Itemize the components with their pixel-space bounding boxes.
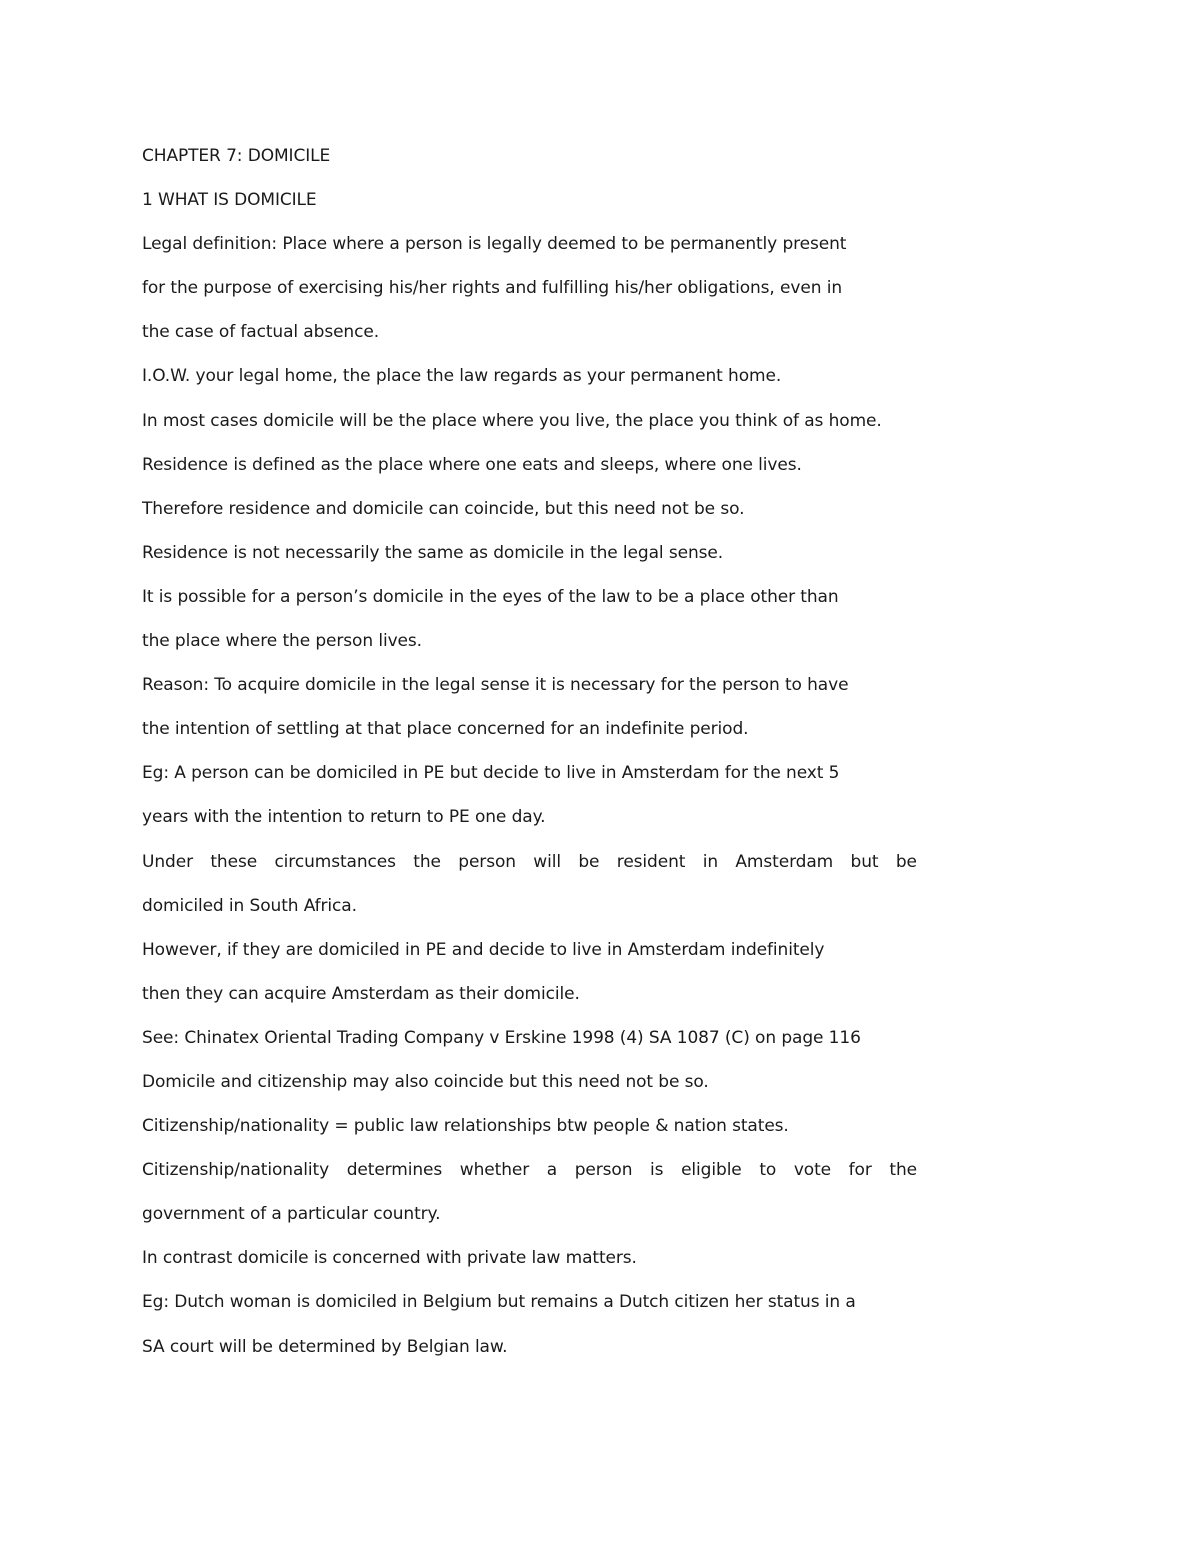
text-word: these	[210, 851, 258, 872]
text-line: Eg: Dutch woman is domiciled in Belgium but remains a Dutch citizen her status in a	[142, 1292, 856, 1313]
text-word: Citizenship/nationality	[142, 1160, 330, 1181]
text-line: Citizenship/nationality = public law relationships btw people & nation states.	[142, 1116, 789, 1137]
document-body	[142, 142, 917, 1377]
text-word: eligible	[681, 1160, 742, 1181]
text-line: years with the intention to return to PE one day.	[142, 807, 546, 828]
text-line: Eg: A person can be domiciled in PE but decide to live in Amsterdam for the next 5	[142, 763, 840, 784]
text-word: be	[578, 851, 600, 872]
text-word: whether	[459, 1160, 530, 1181]
text-line: It is possible for a person’s domicile in the eyes of the law to be a place other than	[142, 586, 839, 607]
text-line: Residence is not necessarily the same as domicile in the legal sense.	[142, 542, 724, 563]
paragraph-lines	[142, 230, 917, 1376]
section-heading: 1 WHAT IS DOMICILE	[142, 190, 317, 211]
text-word: for	[848, 1160, 872, 1181]
text-line: In most cases domicile will be the place where you live, the place you think of as home.	[142, 410, 882, 431]
text-word: the	[413, 851, 441, 872]
text-word: vote	[793, 1160, 832, 1181]
text-line: the place where the person lives.	[142, 631, 422, 652]
text-line	[142, 848, 917, 892]
text-word: circumstances	[274, 851, 396, 872]
text-word: is	[650, 1160, 664, 1181]
text-line: Legal definition: Place where a person is legally deemed to be permanently present	[142, 234, 847, 255]
text-line: SA court will be determined by Belgian law.	[142, 1336, 508, 1357]
text-line: See: Chinatex Oriental Trading Company v Erskine 1998 (4) SA 1087 (C) on page 116	[142, 1027, 861, 1048]
text-word: to	[759, 1160, 777, 1181]
text-word: be	[895, 851, 917, 872]
text-line: Residence is defined as the place where one eats and sleeps, where one lives.	[142, 454, 802, 475]
text-line: Domicile and citizenship may also coincide but this need not be so.	[142, 1071, 709, 1092]
text-word: Under	[142, 851, 193, 872]
text-word: Amsterdam	[735, 851, 834, 872]
text-line: In contrast domicile is concerned with private law matters.	[142, 1248, 637, 1269]
text-word: determines	[346, 1160, 443, 1181]
text-word: person	[574, 1160, 633, 1181]
text-word: will	[533, 851, 561, 872]
text-line: However, if they are domiciled in PE and decide to live in Amsterdam indefinitely	[142, 939, 825, 960]
text-line: domiciled in South Africa.	[142, 895, 357, 916]
text-word: person	[458, 851, 516, 872]
text-line	[142, 1156, 917, 1200]
text-line: I.O.W. your legal home, the place the law regards as your permanent home.	[142, 366, 782, 387]
text-word: resident	[616, 851, 686, 872]
text-word: a	[546, 1160, 558, 1181]
text-line: for the purpose of exercising his/her rights and fulfilling his/her obligations, even in	[142, 278, 842, 299]
text-line: the case of factual absence.	[142, 322, 380, 343]
text-word: but	[850, 851, 879, 872]
text-word: in	[702, 851, 719, 872]
text-line: government of a particular country.	[142, 1204, 441, 1225]
chapter-heading: CHAPTER 7: DOMICILE	[142, 146, 331, 166]
text-line: Reason: To acquire domicile in the legal sense it is necessary for the person to have	[142, 675, 849, 696]
text-word: the	[889, 1160, 917, 1181]
text-line: then they can acquire Amsterdam as their domicile.	[142, 983, 580, 1004]
text-line: the intention of settling at that place concerned for an indefinite period.	[142, 719, 749, 740]
text-line: Therefore residence and domicile can coincide, but this need not be so.	[142, 498, 745, 519]
